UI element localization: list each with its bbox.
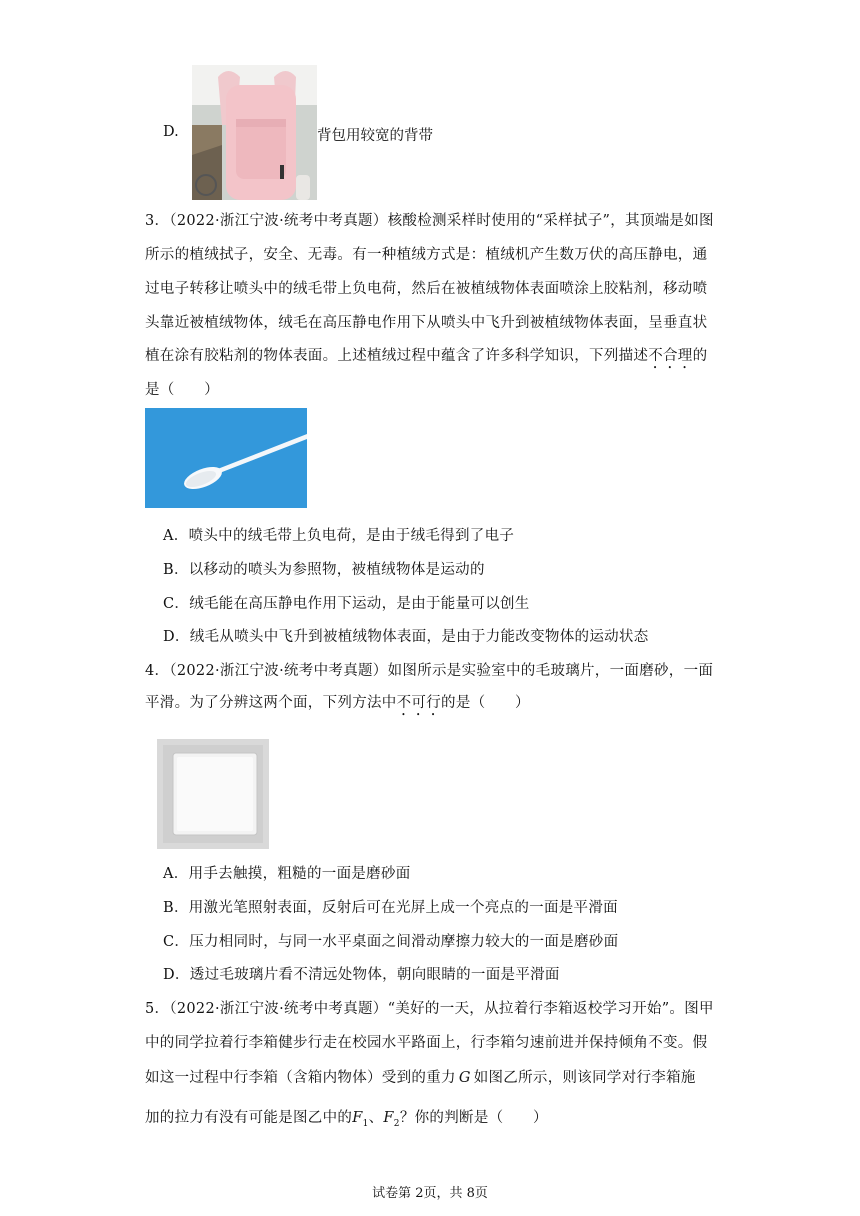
q4-line-2-end: 的是（ ） <box>441 695 530 711</box>
backpack-image <box>192 65 317 200</box>
q5-line-3 <box>145 1066 696 1087</box>
q3-line-3: 过电子转移让喷头中的绒毛带上负电荷，然后在被植绒物体表面喷涂上胶粘剂，移动喷 <box>145 281 708 297</box>
q4-line-2-text: 平滑。为了分辨这两个面，下列方法中 <box>145 695 397 711</box>
q3-option-a: A．喷头中的绒毛带上负电荷，是由于绒毛得到了电子 <box>163 528 515 544</box>
q5-line-4 <box>145 1106 548 1129</box>
q5-line-4-end: ？你的判断是（ ） <box>399 1110 548 1126</box>
q2-option-d-letter: D. <box>163 124 179 140</box>
q4-emphasis: 不可行 <box>396 695 442 711</box>
q3-line-5-text: 植在涂有胶粘剂的物体表面。上述植绒过程中蕴含了许多科学知识，下列描述 <box>145 348 649 364</box>
q3-line-1: 3．（2022·浙江宁波·统考中考真题）核酸检测采样时使用的“采样拭子”，其顶端是如图 <box>145 213 714 229</box>
q4-option-c: C．压力相同时，与同一水平桌面之间滑动摩擦力较大的一面是磨砂面 <box>163 934 619 950</box>
q3-line-4: 头靠近被植绒物体，绒毛在高压静电作用下从喷头中飞升到被植绒物体表面，呈垂直状 <box>145 315 708 331</box>
page-footer: 试卷第 2页，共 8页 <box>372 1186 488 1201</box>
force-f2-sub: 2 <box>393 1118 400 1129</box>
q5-line-3-text: 如这一过程中行李箱（含箱内物体）受到的重力 <box>145 1070 456 1086</box>
q4-option-a: A．用手去触摸，粗糙的一面是磨砂面 <box>163 866 411 882</box>
q5-line-1: 5．（2022·浙江宁波·统考中考真题）“美好的一天，从拉着行李箱返校学习开始”。图甲 <box>145 1001 714 1017</box>
q2-option-d-text: 背包用较宽的背带 <box>317 128 433 144</box>
q3-line-2: 所示的植绒拭子，安全、无毒。有一种植绒方式是：植绒机产生数万伏的高压静电，通 <box>145 247 708 263</box>
swab-image <box>145 408 307 508</box>
q3-line-6: 是（ ） <box>145 382 219 398</box>
q3-option-b: B．以移动的喷头为参照物，被植绒物体是运动的 <box>163 562 485 578</box>
q4-option-d: D．透过毛玻璃片看不清远处物体，朝向眼睛的一面是平滑面 <box>163 967 560 983</box>
force-f1-sub: 1 <box>362 1118 369 1129</box>
q3-option-c: C．绒毛能在高压静电作用下运动，是由于能量可以创生 <box>163 596 530 612</box>
q3-line-5-end: 的 <box>692 348 708 364</box>
q5-line-4-text: 加的拉力有没有可能是图乙中的 <box>145 1110 353 1126</box>
q5-line-2: 中的同学拉着行李箱健步行走在校园水平路面上，行李箱匀速前进并保持倾角不变。假 <box>145 1035 708 1051</box>
q5-line-3-end: 如图乙所示，则该同学对行李箱施 <box>473 1070 696 1086</box>
frosted-glass-image <box>157 739 269 849</box>
force-separator: 、 <box>368 1110 384 1126</box>
q4-option-b: B．用激光笔照射表面，反射后可在光屏上成一个亮点的一面是平滑面 <box>163 900 618 916</box>
q3-emphasis: 不合理 <box>648 348 693 364</box>
force-f1: F <box>352 1110 363 1126</box>
force-f2: F <box>383 1110 394 1126</box>
q3-option-d: D．绒毛从喷头中飞升到被植绒物体表面，是由于力能改变物体的运动状态 <box>163 629 649 645</box>
q4-line-2 <box>145 691 530 719</box>
q4-line-1: 4．（2022·浙江宁波·统考中考真题）如图所示是实验室中的毛玻璃片，一面磨砂，一面 <box>145 663 714 679</box>
q3-line-5 <box>145 344 707 372</box>
gravity-symbol: G <box>458 1070 471 1086</box>
